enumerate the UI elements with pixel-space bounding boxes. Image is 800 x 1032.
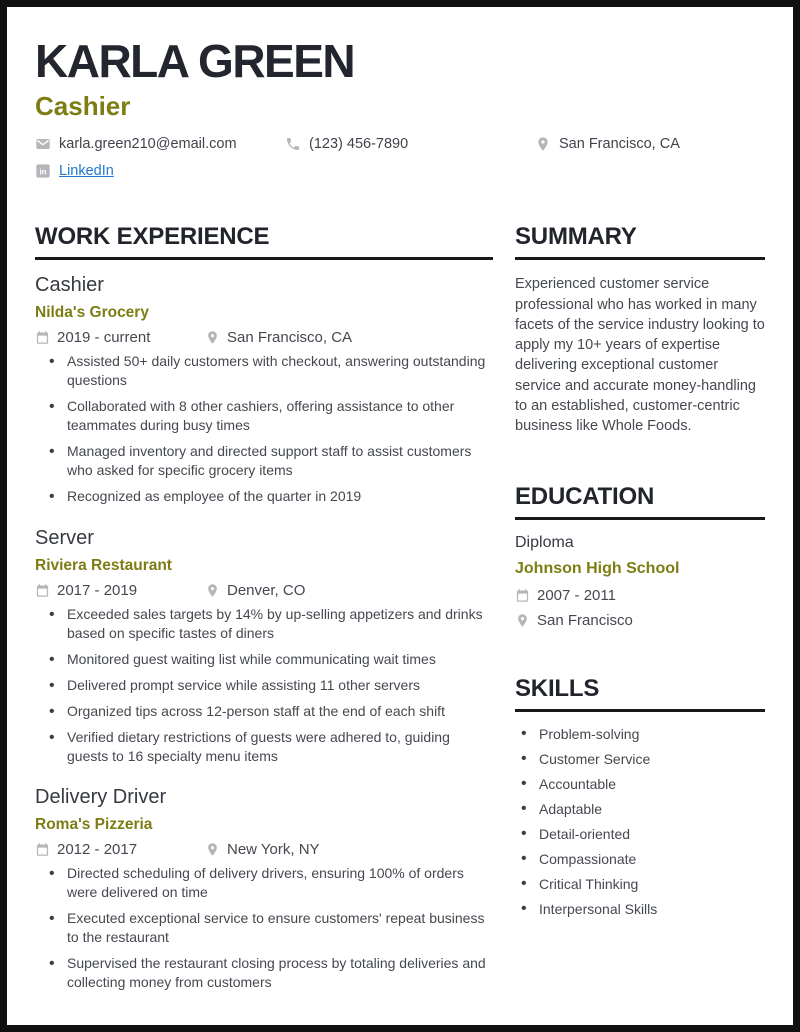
contact-info [35, 136, 765, 179]
job-bullet: • Executed exceptional service to ensure customers' repeat business to the restaurant [49, 909, 493, 947]
job-dates-text: 2019 - current [57, 329, 151, 347]
job-dates-text: 2012 - 2017 [57, 840, 138, 858]
email-icon [35, 136, 51, 152]
job-bullet: • Exceeded sales targets by 14% by up-selling appetizers and drinks based on specific tastes of diners [49, 605, 493, 643]
job-location-text: Denver, CO [227, 581, 306, 599]
job-bullet: • Supervised the restaurant closing process by totaling deliveries and collecting money from customers [49, 954, 493, 992]
job-dates-text: 2017 - 2019 [57, 581, 138, 599]
skill-item: • Compassionate [521, 851, 765, 867]
job-location [205, 329, 352, 346]
svg-text:in: in [39, 167, 47, 177]
job-bullet: • Collaborated with 8 other cashiers, offering assistance to other teammates during busy times [49, 397, 493, 435]
job-bullet-list [49, 864, 493, 992]
contact-row-1 [35, 136, 765, 152]
job-bullet-list [49, 352, 493, 506]
skills-list [521, 726, 765, 917]
job-bullet: • Directed scheduling of delivery drivers, ensuring 100% of orders were delivered on time [49, 864, 493, 902]
job-dates [35, 582, 205, 599]
education-heading: EDUCATION [515, 483, 765, 520]
skill-item: • Critical Thinking [521, 876, 765, 892]
phone-icon [285, 136, 301, 152]
job-location [205, 841, 320, 858]
skill-item: • Problem-solving [521, 726, 765, 742]
skill-item: • Interpersonal Skills [521, 901, 765, 917]
job-location [205, 582, 305, 599]
job-bullet: • Verified dietary restrictions of guests were adhered to, guiding guests to 16 specialty menu items [49, 728, 493, 766]
company-name: Roma's Pizzeria [35, 815, 153, 833]
location-pin-icon [515, 613, 530, 628]
candidate-name: KARLA GREEN [35, 35, 355, 87]
resume-body [35, 223, 765, 1012]
linkedin-icon [35, 163, 51, 179]
job-title: Cashier [35, 274, 104, 297]
job-title: Delivery Driver [35, 785, 167, 808]
job-bullet: • Assisted 50+ daily customers with checkout, answering outstanding questions [49, 352, 493, 390]
job-meta [35, 582, 493, 599]
candidate-title: Cashier [35, 91, 131, 122]
location-pin-icon [205, 330, 220, 345]
job-dates [35, 841, 205, 858]
phone-text: (123) 456-7890 [309, 136, 409, 153]
summary-section [515, 223, 765, 436]
skill-item: • Customer Service [521, 751, 765, 767]
job-title: Server [35, 526, 94, 549]
location-pin-icon [205, 583, 220, 598]
summary-heading: SUMMARY [515, 223, 765, 260]
job-entry-server [35, 527, 493, 766]
calendar-icon [35, 330, 50, 345]
skill-item: • Detail-oriented [521, 826, 765, 842]
contact-phone [285, 136, 535, 152]
company-name: Riviera Restaurant [35, 556, 172, 574]
job-bullet: • Delivered prompt service while assisting 11 other servers [49, 676, 493, 695]
contact-row-2 [35, 163, 765, 179]
education-school: Johnson High School [515, 559, 680, 577]
education-section [515, 483, 765, 629]
calendar-icon [35, 842, 50, 857]
job-bullet-list [49, 605, 493, 766]
contact-email [35, 136, 285, 152]
skills-heading: SKILLS [515, 675, 765, 712]
job-entry-delivery-driver [35, 786, 493, 992]
company-name: Nilda's Grocery [35, 304, 149, 322]
job-bullet: • Organized tips across 12-person staff at the end of each shift [49, 702, 493, 721]
skills-section [515, 675, 765, 917]
education-location [515, 612, 765, 629]
education-location-text: San Francisco [537, 611, 633, 629]
email-text: karla.green210@email.com [59, 136, 237, 153]
job-dates [35, 329, 205, 346]
calendar-icon [35, 583, 50, 598]
education-degree: Diploma [515, 533, 574, 551]
left-column [35, 223, 493, 1012]
right-column [515, 223, 765, 1012]
summary-text: Experienced customer service professional who has worked in many facets of the service industry looking to apply my 10+ years of expertise delivering exceptional customer service and accurate money-handling to an established, customer-centric business like Whole Foods. [515, 276, 765, 435]
location-text: San Francisco, CA [559, 136, 680, 153]
location-pin-icon [535, 136, 551, 152]
work-experience-heading: WORK EXPERIENCE [35, 223, 493, 260]
calendar-icon [515, 588, 530, 603]
skill-item: • Accountable [521, 776, 765, 792]
job-location-text: New York, NY [227, 840, 320, 858]
contact-linkedin [35, 163, 114, 179]
education-dates-text: 2007 - 2011 [537, 586, 616, 604]
job-meta [35, 329, 493, 346]
job-entry-cashier [35, 274, 493, 506]
job-location-text: San Francisco, CA [227, 329, 353, 347]
job-meta [35, 841, 493, 858]
job-bullet: • Managed inventory and directed support staff to assist customers who asked for specific grocery items [49, 442, 493, 480]
linkedin-link[interactable]: LinkedIn [59, 163, 114, 180]
resume-header [35, 37, 765, 179]
contact-location [535, 136, 680, 152]
job-bullet: • Recognized as employee of the quarter in 2019 [49, 487, 493, 506]
education-dates [515, 587, 765, 604]
skill-item: • Adaptable [521, 801, 765, 817]
location-pin-icon [205, 842, 220, 857]
job-bullet: • Monitored guest waiting list while communicating wait times [49, 650, 493, 669]
